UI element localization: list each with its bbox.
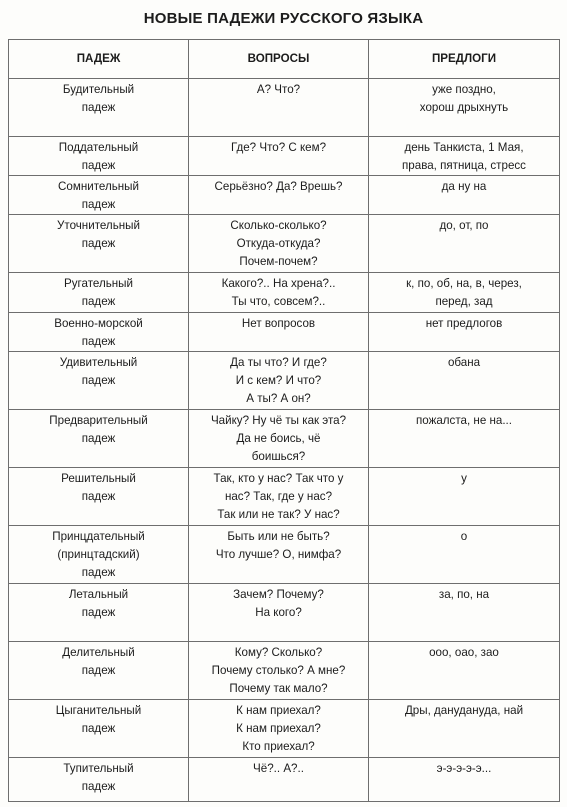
prepositions-cell-line: обана	[447, 356, 481, 369]
questions-cell-line: Где? Что? С кем?	[230, 141, 327, 154]
case-cell-line: падеж	[81, 374, 116, 387]
prepositions-cell	[369, 526, 560, 584]
questions-cell-line: Чё?.. А?..	[253, 762, 304, 775]
case-cell-line: падеж	[81, 780, 116, 793]
case-cell	[9, 273, 189, 313]
case-cell-line: падеж	[81, 295, 116, 308]
questions-cell	[189, 758, 369, 802]
prepositions-cell-line: ооо, оао, зао	[429, 646, 499, 659]
table-row	[9, 700, 560, 758]
case-cell	[9, 700, 189, 758]
prepositions-cell	[369, 584, 560, 642]
case-cell	[9, 758, 189, 802]
table-row	[9, 584, 560, 642]
questions-cell	[189, 313, 369, 352]
case-cell	[9, 468, 189, 526]
case-cell-line: Уточнительный	[57, 219, 140, 232]
case-cell-line: Делительный	[62, 646, 135, 659]
table-row	[9, 215, 560, 273]
case-cell-line: падеж	[81, 566, 116, 579]
questions-cell-line: Ты что, совсем?..	[231, 295, 326, 308]
column-header-questions: ВОПРОСЫ	[189, 40, 369, 79]
prepositions-cell	[369, 410, 560, 468]
questions-cell-line: И с кем? И что?	[235, 374, 322, 387]
prepositions-cell-line: уже поздно,	[432, 83, 496, 96]
table-body	[9, 79, 560, 802]
questions-cell-line: Откуда-откуда?	[236, 237, 321, 250]
table-row	[9, 526, 560, 584]
prepositions-cell-line: день Танкиста, 1 Мая,	[404, 141, 524, 154]
table-row	[9, 352, 560, 410]
questions-cell	[189, 79, 369, 137]
table-row	[9, 79, 560, 137]
questions-cell-line: На кого?	[255, 606, 302, 619]
questions-cell-line: Так или не так? У нас?	[217, 508, 340, 521]
questions-cell-line: А? Что?	[256, 83, 301, 96]
questions-cell-line: Сколько-сколько?	[230, 219, 327, 232]
questions-cell	[189, 273, 369, 313]
prepositions-cell-line: до, от, по	[439, 219, 489, 232]
prepositions-cell	[369, 313, 560, 352]
case-cell	[9, 584, 189, 642]
prepositions-cell	[369, 79, 560, 137]
table-row	[9, 468, 560, 526]
prepositions-cell	[369, 137, 560, 176]
prepositions-cell	[369, 700, 560, 758]
questions-cell-line: Что лучше? О, нимфа?	[215, 548, 342, 561]
questions-cell	[189, 137, 369, 176]
prepositions-cell-line: да ну на	[441, 180, 487, 193]
case-cell-line: Военно-морской	[54, 317, 143, 330]
table-row	[9, 176, 560, 215]
case-cell-line: падеж	[81, 101, 116, 114]
questions-cell	[189, 584, 369, 642]
prepositions-cell-line: у	[461, 472, 467, 485]
case-cell-line: падеж	[81, 237, 116, 250]
case-cell-line: Решительный	[61, 472, 136, 485]
prepositions-cell-line: нет предлогов	[425, 317, 503, 330]
prepositions-cell-line: пожалста, не на...	[415, 414, 513, 427]
prepositions-cell-line: Дры, дануданудa, най	[404, 704, 524, 717]
questions-cell	[189, 526, 369, 584]
questions-cell-line: Почему столько? А мне?	[211, 664, 346, 677]
case-cell-line: Принцдательный	[52, 530, 145, 543]
prepositions-cell	[369, 758, 560, 802]
case-cell-line: падеж	[81, 490, 116, 503]
case-cell-line: падеж	[81, 335, 116, 348]
case-cell-line: Предварительный	[49, 414, 148, 427]
page-title: НОВЫЕ ПАДЕЖИ РУССКОГО ЯЗЫКА	[143, 10, 424, 27]
cases-table	[8, 39, 560, 802]
column-header-case: ПАДЕЖ	[9, 40, 189, 79]
case-cell	[9, 642, 189, 700]
table-header-row	[9, 40, 560, 79]
case-cell-line: Удивительный	[59, 356, 138, 369]
prepositions-cell	[369, 215, 560, 273]
prepositions-cell-line: э-э-э-э-э...	[436, 762, 492, 775]
case-cell-line: Тупительный	[63, 762, 134, 775]
questions-cell	[189, 215, 369, 273]
case-cell	[9, 215, 189, 273]
prepositions-cell-line: права, пятница, стресс	[402, 159, 526, 172]
case-cell	[9, 176, 189, 215]
case-cell-line: падеж	[81, 664, 116, 677]
questions-cell	[189, 410, 369, 468]
questions-cell-line: Нет вопросов	[241, 317, 316, 330]
prepositions-cell-line: к, по, об, на, в, через,	[406, 277, 522, 290]
case-cell-line: падеж	[81, 722, 116, 735]
prepositions-cell	[369, 176, 560, 215]
prepositions-cell-line: хорош дрыхнуть	[419, 101, 509, 114]
questions-cell	[189, 642, 369, 700]
table-row	[9, 410, 560, 468]
case-cell	[9, 526, 189, 584]
questions-cell	[189, 700, 369, 758]
prepositions-cell-line: за, по, на	[438, 588, 490, 601]
questions-cell	[189, 176, 369, 215]
table-row	[9, 137, 560, 176]
case-cell	[9, 410, 189, 468]
questions-cell-line: Серьёзно? Да? Врешь?	[214, 180, 343, 193]
case-cell-line: падеж	[81, 198, 116, 211]
case-cell-line: Цыганительный	[55, 704, 142, 717]
table-row	[9, 758, 560, 802]
table-row	[9, 273, 560, 313]
questions-cell-line: Кто приехал?	[242, 740, 315, 753]
questions-cell-line: Почем-почем?	[239, 255, 318, 268]
questions-cell-line: Зачем? Почему?	[233, 588, 324, 601]
case-cell-line: падеж	[81, 432, 116, 445]
prepositions-cell	[369, 468, 560, 526]
questions-cell-line: К нам приехал?	[236, 704, 321, 717]
prepositions-cell	[369, 352, 560, 410]
questions-cell-line: Какого?.. На хрена?..	[221, 277, 336, 290]
questions-cell-line: Почему так мало?	[229, 682, 328, 695]
questions-cell-line: Так, кто у нас? Так что у	[213, 472, 344, 485]
case-cell	[9, 79, 189, 137]
case-cell-line: (принцтадский)	[57, 548, 140, 561]
prepositions-cell-line: о	[460, 530, 468, 543]
questions-cell-line: Быть или не быть?	[227, 530, 330, 543]
questions-cell	[189, 352, 369, 410]
prepositions-cell-line: перед, зад	[435, 295, 493, 308]
case-cell	[9, 137, 189, 176]
case-cell-line: Будительный	[62, 83, 135, 96]
case-cell-line: падеж	[81, 606, 116, 619]
questions-cell-line: Кому? Сколько?	[234, 646, 323, 659]
table-row	[9, 642, 560, 700]
case-cell	[9, 352, 189, 410]
questions-cell-line: нас? Так, где у нас?	[224, 490, 333, 503]
case-cell-line: Ругательный	[64, 277, 133, 290]
case-cell-line: падеж	[81, 159, 116, 172]
prepositions-cell	[369, 642, 560, 700]
case-cell-line: Поддательный	[58, 141, 139, 154]
questions-cell-line: К нам приехал?	[236, 722, 321, 735]
table-row	[9, 313, 560, 352]
questions-cell-line: боишься?	[251, 450, 306, 463]
questions-cell-line: Да ты что? И где?	[230, 356, 327, 369]
questions-cell	[189, 468, 369, 526]
questions-cell-line: А ты? А он?	[246, 392, 311, 405]
questions-cell-line: Чайку? Ну чё ты как эта?	[210, 414, 347, 427]
questions-cell-line: Да не боись, чё	[236, 432, 321, 445]
case-cell	[9, 313, 189, 352]
prepositions-cell	[369, 273, 560, 313]
case-cell-line: Сомнительный	[58, 180, 139, 193]
column-header-prepositions: ПРЕДЛОГИ	[369, 40, 560, 79]
case-cell-line: Летальный	[68, 588, 129, 601]
